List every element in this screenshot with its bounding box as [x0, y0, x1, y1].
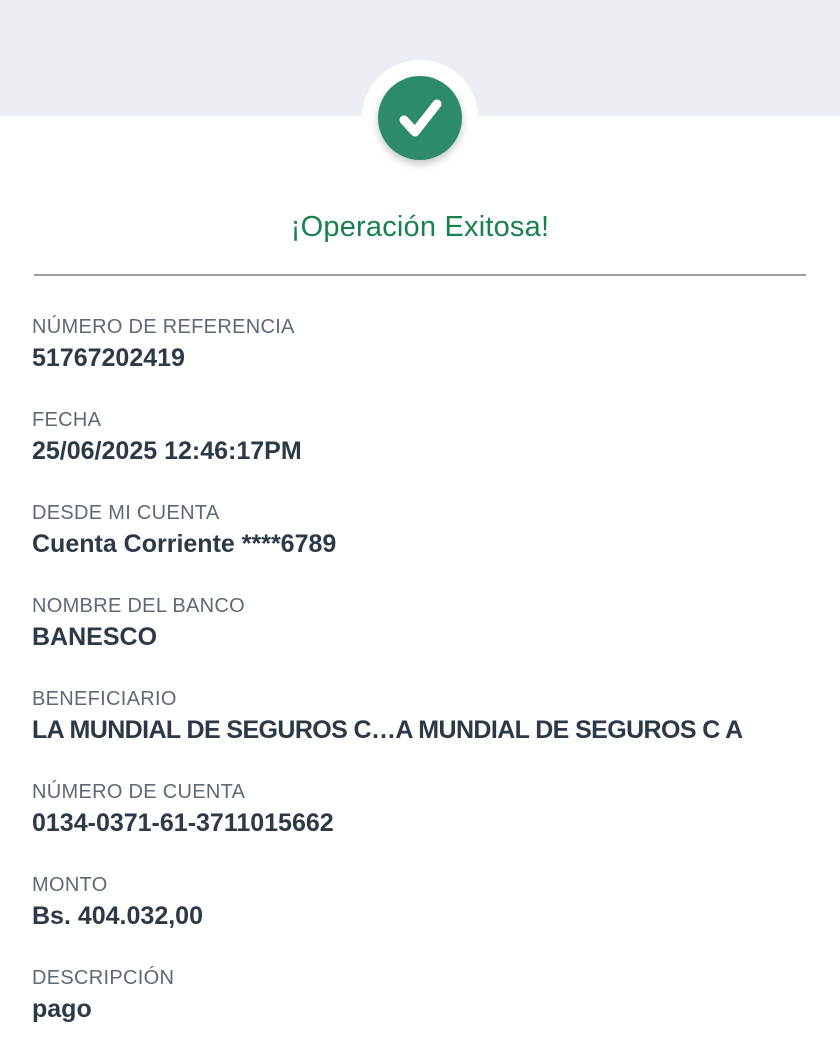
field-label: DESCRIPCIÓN	[32, 967, 175, 989]
field-account-number	[32, 779, 808, 840]
field-value: 51767202419	[32, 344, 185, 372]
field-bank-name	[32, 593, 808, 654]
field-label: MONTO	[32, 874, 108, 896]
field-label: NOMBRE DEL BANCO	[32, 595, 245, 617]
check-icon	[394, 92, 446, 144]
field-amount	[32, 872, 808, 933]
field-value: BANESCO	[32, 623, 158, 651]
field-label: NÚMERO DE CUENTA	[32, 781, 246, 803]
field-value: Bs. 404.032,00	[32, 902, 203, 930]
field-label: BENEFICIARIO	[32, 688, 177, 710]
page-title: ¡Operación Exitosa!	[290, 211, 550, 243]
field-value: pago	[32, 995, 92, 1023]
success-badge	[362, 60, 478, 176]
success-circle	[378, 76, 462, 160]
field-date	[32, 407, 808, 468]
field-value: 0134-0371-61-3711015662	[32, 809, 334, 837]
field-label: DESDE MI CUENTA	[32, 502, 220, 524]
divider	[34, 274, 806, 276]
field-beneficiary	[32, 686, 808, 747]
field-from-account	[32, 500, 808, 561]
field-value: 25/06/2025 12:46:17PM	[32, 437, 302, 465]
field-value: Cuenta Corriente ****6789	[32, 530, 337, 558]
field-value: LA MUNDIAL DE SEGUROS C…A MUNDIAL DE SEGUROS C A	[32, 716, 743, 744]
field-reference-number	[32, 314, 808, 375]
field-label: NÚMERO DE REFERENCIA	[32, 316, 295, 338]
receipt-fields	[32, 314, 808, 1026]
field-description	[32, 965, 808, 1026]
field-label: FECHA	[32, 409, 102, 431]
